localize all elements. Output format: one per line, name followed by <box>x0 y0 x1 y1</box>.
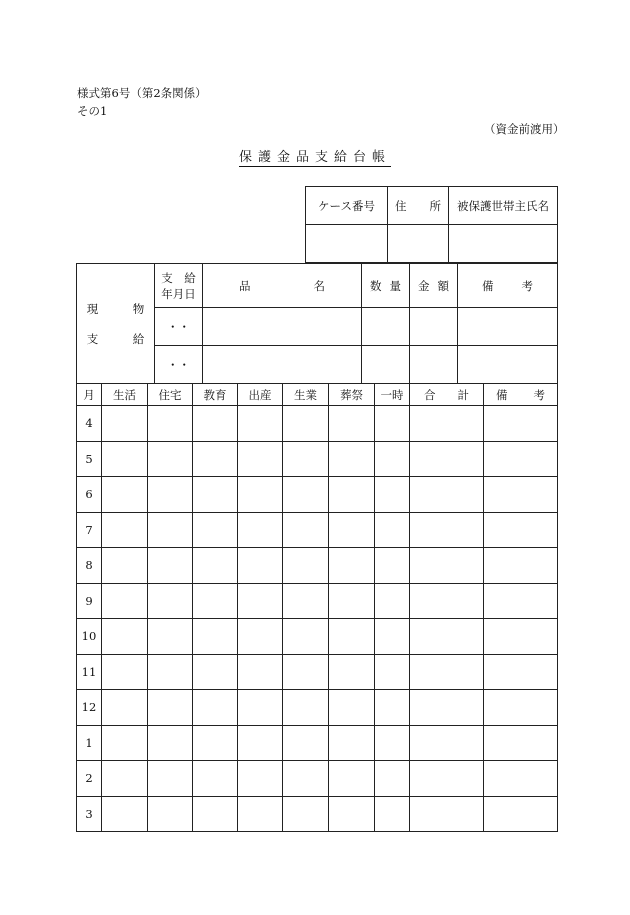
funeral-cell[interactable] <box>329 619 375 655</box>
occupation-cell[interactable] <box>283 654 329 690</box>
month-label: 3 <box>77 796 102 832</box>
item-name-field[interactable] <box>203 346 362 384</box>
funeral-header: 葬祭 <box>329 384 375 406</box>
date-field[interactable]: ・・ <box>155 346 203 384</box>
quantity-a: 数 <box>370 278 382 293</box>
occupation-cell[interactable] <box>283 761 329 797</box>
month-row <box>77 761 558 797</box>
month-label: 8 <box>77 548 102 584</box>
household-head-header: 被保護世帯主氏名 <box>449 187 558 225</box>
temporary-cell[interactable] <box>375 796 410 832</box>
education-cell[interactable] <box>193 761 238 797</box>
page-title: 保護金品支給台帳 <box>238 150 391 165</box>
funeral-cell[interactable] <box>329 796 375 832</box>
education-cell[interactable] <box>193 548 238 584</box>
maternity-cell[interactable] <box>238 654 283 690</box>
living-cell[interactable] <box>102 761 148 797</box>
month-label: 6 <box>77 477 102 513</box>
temporary-cell[interactable] <box>375 477 410 513</box>
housing-cell[interactable] <box>148 619 193 655</box>
remarks-cell[interactable] <box>484 690 558 726</box>
temporary-cell[interactable] <box>375 761 410 797</box>
form-part: その1 <box>77 104 108 118</box>
remarks-cell[interactable] <box>484 725 558 761</box>
total-cell[interactable] <box>410 583 484 619</box>
monthly-table <box>76 383 558 832</box>
housing-cell[interactable] <box>148 583 193 619</box>
housing-cell[interactable] <box>148 548 193 584</box>
living-cell[interactable] <box>102 690 148 726</box>
total-header <box>410 384 484 406</box>
education-header: 教育 <box>193 384 238 406</box>
funeral-cell[interactable] <box>329 654 375 690</box>
education-cell[interactable] <box>193 477 238 513</box>
month-row <box>77 796 558 832</box>
item-name-a: 品 <box>239 278 251 293</box>
housing-cell[interactable] <box>148 654 193 690</box>
case-number-field[interactable] <box>306 225 388 263</box>
amount-b: 額 <box>437 278 449 293</box>
month-label: 2 <box>77 761 102 797</box>
living-cell[interactable] <box>102 441 148 477</box>
total-cell[interactable] <box>410 690 484 726</box>
temporary-cell[interactable] <box>375 548 410 584</box>
temporary-header: 一時 <box>375 384 410 406</box>
remarks-cell[interactable] <box>484 477 558 513</box>
form-number: 様式第6号（第2条関係） <box>77 86 207 100</box>
quantity-header <box>362 264 410 308</box>
amount-header <box>410 264 458 308</box>
item-name-b: 名 <box>313 278 325 293</box>
remarks-cell[interactable] <box>484 761 558 797</box>
item-name-field[interactable] <box>203 308 362 346</box>
living-cell[interactable] <box>102 725 148 761</box>
month-row <box>77 619 558 655</box>
total-cell[interactable] <box>410 441 484 477</box>
month-row <box>77 548 558 584</box>
monthly-remarks-a: 備 <box>496 387 508 402</box>
remarks-header <box>458 264 558 308</box>
occupation-cell[interactable] <box>283 512 329 548</box>
total-cell[interactable] <box>410 761 484 797</box>
occupation-cell[interactable] <box>283 583 329 619</box>
remarks-cell[interactable] <box>484 548 558 584</box>
month-header: 月 <box>77 384 102 406</box>
temporary-cell[interactable] <box>375 583 410 619</box>
maternity-header: 出産 <box>238 384 283 406</box>
quantity-b: 量 <box>389 278 401 293</box>
housing-cell[interactable] <box>148 690 193 726</box>
month-label: 11 <box>77 654 102 690</box>
date-field[interactable]: ・・ <box>155 308 203 346</box>
remarks-cell[interactable] <box>484 583 558 619</box>
education-cell[interactable] <box>193 441 238 477</box>
living-cell[interactable] <box>102 654 148 690</box>
month-label: 9 <box>77 583 102 619</box>
funeral-cell[interactable] <box>329 761 375 797</box>
month-label: 12 <box>77 690 102 726</box>
remarks-cell[interactable] <box>484 654 558 690</box>
funeral-cell[interactable] <box>329 725 375 761</box>
month-label: 1 <box>77 725 102 761</box>
temporary-cell[interactable] <box>375 690 410 726</box>
temporary-cell[interactable] <box>375 512 410 548</box>
maternity-cell[interactable] <box>238 796 283 832</box>
month-row <box>77 512 558 548</box>
maternity-cell[interactable] <box>238 477 283 513</box>
month-row <box>77 583 558 619</box>
maternity-cell[interactable] <box>238 725 283 761</box>
maternity-cell[interactable] <box>238 619 283 655</box>
total-cell[interactable] <box>410 548 484 584</box>
occupation-cell[interactable] <box>283 725 329 761</box>
occupation-cell[interactable] <box>283 796 329 832</box>
temporary-cell[interactable] <box>375 619 410 655</box>
form-purpose: （資金前渡用） <box>484 122 565 136</box>
total-b: 計 <box>457 387 469 402</box>
occupation-cell[interactable] <box>283 690 329 726</box>
case-box <box>305 186 558 263</box>
address-field[interactable] <box>388 225 449 263</box>
item-name-header <box>203 264 362 308</box>
temporary-cell[interactable] <box>375 725 410 761</box>
maternity-cell[interactable] <box>238 512 283 548</box>
funeral-cell[interactable] <box>329 690 375 726</box>
housing-cell[interactable] <box>148 477 193 513</box>
funeral-cell[interactable] <box>329 548 375 584</box>
in-kind-label-1: 現 物 <box>86 301 145 316</box>
remarks-cell[interactable] <box>484 406 558 442</box>
housing-cell[interactable] <box>148 512 193 548</box>
quantity-field[interactable] <box>362 308 410 346</box>
month-row <box>77 477 558 513</box>
education-cell[interactable] <box>193 796 238 832</box>
remarks-field[interactable] <box>458 308 558 346</box>
funeral-cell[interactable] <box>329 441 375 477</box>
remarks-cell[interactable] <box>484 441 558 477</box>
month-row <box>77 690 558 726</box>
living-cell[interactable] <box>102 548 148 584</box>
maternity-cell[interactable] <box>238 548 283 584</box>
title-wrap <box>0 146 630 165</box>
amount-a: 金 <box>418 278 430 293</box>
household-head-field[interactable] <box>449 225 558 263</box>
maternity-cell[interactable] <box>238 761 283 797</box>
funeral-cell[interactable] <box>329 477 375 513</box>
month-row <box>77 654 558 690</box>
housing-cell[interactable] <box>148 406 193 442</box>
education-cell[interactable] <box>193 619 238 655</box>
monthly-remarks-header <box>484 384 558 406</box>
maternity-cell[interactable] <box>238 690 283 726</box>
total-cell[interactable] <box>410 477 484 513</box>
in-kind-table <box>76 263 558 384</box>
month-label: 4 <box>77 406 102 442</box>
temporary-cell[interactable] <box>375 654 410 690</box>
occupation-header: 生業 <box>283 384 329 406</box>
date-header-line2: 年月日 <box>161 286 196 301</box>
date-header-line1: 支 給 <box>161 270 196 285</box>
remarks-cell[interactable] <box>484 512 558 548</box>
total-cell[interactable] <box>410 654 484 690</box>
maternity-cell[interactable] <box>238 406 283 442</box>
month-row <box>77 406 558 442</box>
total-cell[interactable] <box>410 796 484 832</box>
education-cell[interactable] <box>193 406 238 442</box>
amount-field[interactable] <box>410 346 458 384</box>
in-kind-label-2: 支 給 <box>86 331 145 346</box>
occupation-cell[interactable] <box>283 441 329 477</box>
funeral-cell[interactable] <box>329 406 375 442</box>
education-cell[interactable] <box>193 690 238 726</box>
monthly-remarks-b: 考 <box>533 387 545 402</box>
address-header: 住 所 <box>388 187 449 225</box>
housing-cell[interactable] <box>148 761 193 797</box>
remarks-field[interactable] <box>458 346 558 384</box>
month-label: 5 <box>77 441 102 477</box>
month-label: 10 <box>77 619 102 655</box>
amount-field[interactable] <box>410 308 458 346</box>
total-a: 合 <box>424 387 436 402</box>
remarks-cell[interactable] <box>484 796 558 832</box>
occupation-cell[interactable] <box>283 406 329 442</box>
occupation-cell[interactable] <box>283 477 329 513</box>
living-cell[interactable] <box>102 583 148 619</box>
month-row <box>77 441 558 477</box>
in-kind-label <box>77 264 155 384</box>
living-cell[interactable] <box>102 619 148 655</box>
remarks-b: 考 <box>521 278 533 293</box>
education-cell[interactable] <box>193 583 238 619</box>
month-label: 7 <box>77 512 102 548</box>
education-cell[interactable] <box>193 654 238 690</box>
housing-header: 住宅 <box>148 384 193 406</box>
remarks-cell[interactable] <box>484 619 558 655</box>
funeral-cell[interactable] <box>329 583 375 619</box>
month-row <box>77 725 558 761</box>
housing-cell[interactable] <box>148 725 193 761</box>
remarks-a: 備 <box>482 278 494 293</box>
living-cell[interactable] <box>102 512 148 548</box>
total-cell[interactable] <box>410 619 484 655</box>
occupation-cell[interactable] <box>283 548 329 584</box>
total-cell[interactable] <box>410 512 484 548</box>
living-cell[interactable] <box>102 477 148 513</box>
education-cell[interactable] <box>193 512 238 548</box>
quantity-field[interactable] <box>362 346 410 384</box>
maternity-cell[interactable] <box>238 441 283 477</box>
temporary-cell[interactable] <box>375 441 410 477</box>
housing-cell[interactable] <box>148 441 193 477</box>
education-cell[interactable] <box>193 725 238 761</box>
living-cell[interactable] <box>102 406 148 442</box>
occupation-cell[interactable] <box>283 619 329 655</box>
living-header: 生活 <box>102 384 148 406</box>
temporary-cell[interactable] <box>375 406 410 442</box>
maternity-cell[interactable] <box>238 583 283 619</box>
total-cell[interactable] <box>410 406 484 442</box>
total-cell[interactable] <box>410 725 484 761</box>
case-number-header: ケース番号 <box>306 187 388 225</box>
living-cell[interactable] <box>102 796 148 832</box>
funeral-cell[interactable] <box>329 512 375 548</box>
housing-cell[interactable] <box>148 796 193 832</box>
date-header <box>155 264 203 308</box>
